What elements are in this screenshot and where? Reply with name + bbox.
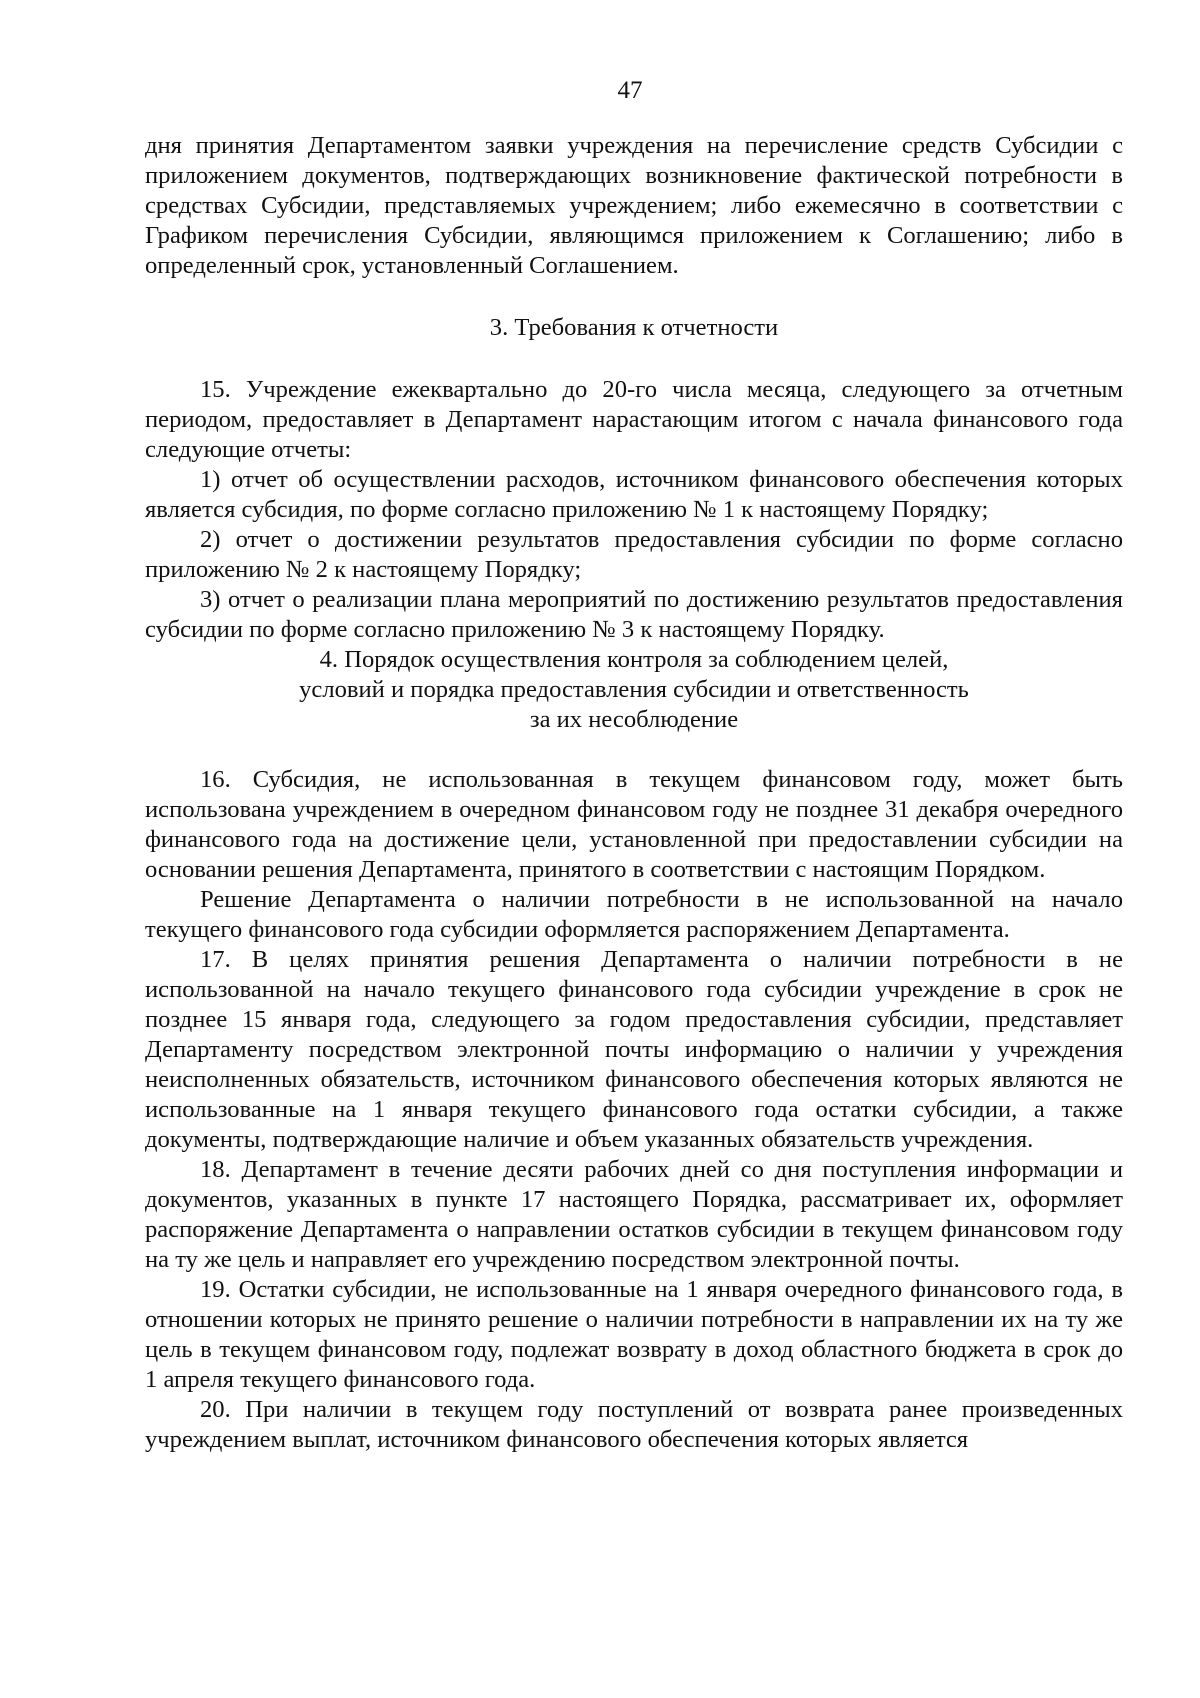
paragraph-16: 16. Субсидия, не использованная в текущем финансовом году, может быть использована учреждением в очередном финансовом году не позднее 31 декабря очередного финансового года на достижение цели, установленной при предоставлении субсидии на основании решения Департамента, принятого в соответствии с настоящим Порядком. — [145, 766, 1123, 883]
spacer — [145, 343, 1123, 375]
section-heading-4 — [145, 645, 1123, 735]
paragraph-15-item-3: 3) отчет о реализации плана мероприятий по достижению результатов предоставления субсидии по форме согласно приложению № 3 к настоящему Порядку. — [145, 586, 1123, 643]
paragraph-20: 20. При наличии в текущем году поступлений от возврата ранее произведенных учреждением выплат, источником финансового обеспечения которых является — [145, 1396, 1123, 1453]
section-heading-4-line-3: за их несоблюдение — [529, 706, 739, 733]
paragraph-continuation: дня принятия Департаментом заявки учреждения на перечисление средств Субсидии с приложением документов, подтверждающих возникновение фактической потребности в средствах Субсидии, представляемых учреждением; либо ежемесячно в соответствии с Графиком перечисления Субсидии, являющимся приложением к Соглашению; либо в определенный срок, установленный Соглашением. — [145, 132, 1123, 279]
spacer — [145, 735, 1123, 765]
paragraph-15-item-1: 1) отчет об осуществлении расходов, источником финансового обеспечения которых является субсидия, по форме согласно приложению № 1 к настоящему Порядку; — [145, 466, 1123, 523]
section-heading-4-line-2: условий и порядка предоставления субсидии и ответственность — [299, 676, 969, 703]
paragraph-15: 15. Учреждение ежеквартально до 20-го числа месяца, следующего за отчетным периодом, предоставляет в Департамент нарастающим итогом с начала финансового года следующие отчеты: — [145, 376, 1123, 463]
paragraph-18: 18. Департамент в течение десяти рабочих дней со дня поступления информации и документов, указанных в пункте 17 настоящего Порядка, рассматривает их, оформляет распоряжение Департамента о направлении остатков субсидии в текущем финансовом году на ту же цель и направляет его учреждению посредством электронной почты. — [145, 1156, 1123, 1273]
section-heading-4-line-1: 4. Порядок осуществления контроля за соблюдением целей, — [319, 646, 949, 673]
spacer — [145, 281, 1123, 313]
paragraph-17: 17. В целях принятия решения Департамента о наличии потребности в не использованной на начало текущего финансового года субсидии учреждение в срок не позднее 15 января года, следующего за годом предоставления субсидии, представляет Департаменту посредством электронной почты информацию о наличии у учреждения неисполненных обязательств, источником финансового обеспечения которых являются не использованные на 1 января текущего финансового года остатки субсидии, а также документы, подтверждающие наличие и объем указанных обязательств учреждения. — [145, 946, 1123, 1153]
page-number: 47 — [617, 77, 643, 104]
paragraph-16-decision: Решение Департамента о наличии потребности в не использованной на начало текущего финансового года субсидии оформляется распоряжением Департамента. — [145, 886, 1123, 943]
document-body — [145, 131, 1123, 1455]
section-heading-3: 3. Требования к отчетности — [489, 314, 779, 341]
paragraph-19: 19. Остатки субсидии, не использованные на 1 января очередного финансового года, в отношении которых не принято решение о наличии потребности в направлении их на ту же цель в текущем финансовом году, подлежат возврату в доход областного бюджета в срок до 1 апреля текущего финансового года. — [145, 1276, 1123, 1393]
paragraph-15-item-2: 2) отчет о достижении результатов предоставления субсидии по форме согласно приложению № 2 к настоящему Порядку; — [145, 526, 1123, 583]
